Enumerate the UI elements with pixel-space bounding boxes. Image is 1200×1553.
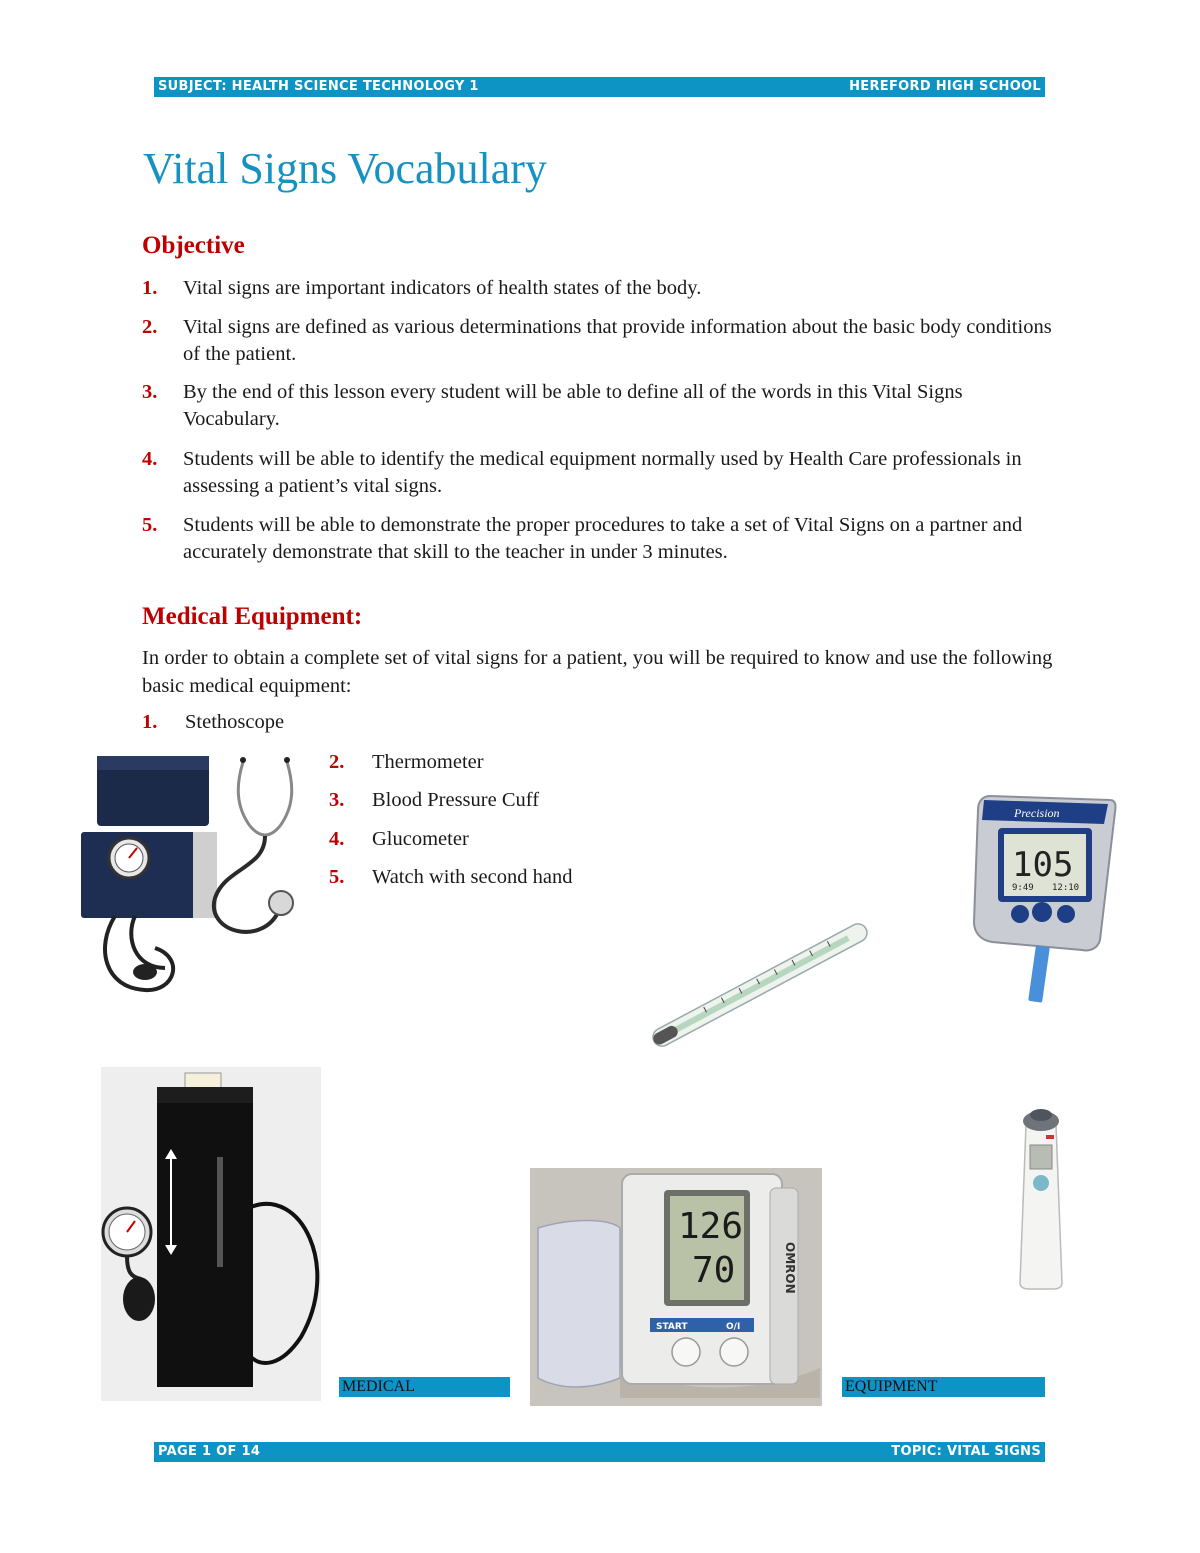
bp-monitor-start-label: START [656,1322,688,1332]
glass-thermometer-image [630,910,890,1060]
bp-monitor-off-label: O/I [726,1322,741,1332]
footer-page: PAGE 1 OF 14 [158,1444,261,1459]
bp-monitor-brand: OMRON [783,1242,797,1294]
equipment-item-bp-cuff [329,787,539,814]
objective-item-4 [142,446,1062,500]
objective-item-3 [142,379,1062,433]
objective-item-1 [142,275,1062,302]
header-subject: SUBJECT: HEALTH SCIENCE TECHNOLOGY 1 [158,79,479,94]
equipment-item-glucometer [329,826,469,853]
bp-monitor-diastolic: 70 [692,1250,736,1291]
caption-medical: MEDICAL [339,1377,510,1397]
equipment-intro: In order to obtain a complete set of vital signs for a patient, you will be required to know and use the following basic medical equipment: [142,647,1053,697]
objective-item-text: Students will be able to identify the medical equipment normally used by Health Care professionals in assessing a patient’s vital signs. [183,448,1022,497]
glucometer-image [970,790,1120,1005]
equipment-heading: Medical Equipment: [142,603,363,630]
footer-bar [154,1442,1045,1462]
equipment-item-number: 2. [329,751,345,773]
equipment-item-number: 1. [142,711,158,733]
header-bar [154,77,1045,97]
glucometer-date: 12:10 [1052,883,1080,893]
equipment-item-text: Glucometer [372,828,469,850]
objective-item-number: 5. [142,514,158,536]
objective-item-2 [142,314,1062,368]
footer-topic: TOPIC: VITAL SIGNS [891,1444,1041,1459]
equipment-item-text: Stethoscope [185,711,285,733]
objective-item-text: Vital signs are defined as various determinations that provide information about the basic body conditions of the patient. [183,316,1052,365]
objective-item-number: 4. [142,448,158,470]
equipment-item-number: 5. [329,866,345,888]
header-school: HEREFORD HIGH SCHOOL [849,79,1041,94]
glucometer-brand: Precision [1014,806,1060,820]
equipment-item-thermometer [329,749,484,776]
equipment-item-number: 3. [329,789,345,811]
objective-item-number: 1. [142,277,158,299]
equipment-item-watch [329,864,572,891]
bp-cuff-gauge-image [101,1067,321,1401]
objective-item-number: 3. [142,381,158,403]
equipment-item-text: Blood Pressure Cuff [372,789,540,811]
page-title: Vital Signs Vocabulary [143,144,547,193]
glucometer-time: 9:49 [1012,883,1034,893]
caption-equipment: EQUIPMENT [842,1377,1045,1397]
ear-thermometer-image [1016,1105,1066,1290]
bp-kit-stethoscope-image [75,748,305,998]
objective-item-text: By the end of this lesson every student will be able to define all of the words in this Vital Signs Vocabulary. [183,381,963,430]
equipment-item-number: 4. [329,828,345,850]
equipment-item-text: Watch with second hand [372,866,573,888]
equipment-item-text: Thermometer [372,751,484,773]
objective-item-text: Vital signs are important indicators of health states of the body. [183,277,702,299]
objective-heading: Objective [142,232,245,259]
wrist-bp-monitor-image [530,1168,822,1406]
equipment-item-stethoscope [142,709,284,736]
objective-item-5 [142,512,1062,566]
objective-item-text: Students will be able to demonstrate the proper procedures to take a set of Vital Signs on a partner and accurately demonstrate that skill to the teacher in under 3 minutes. [183,514,1023,563]
bp-monitor-systolic: 126 [678,1206,744,1247]
objective-item-number: 2. [142,316,158,338]
glucometer-reading: 105 [1012,845,1074,885]
